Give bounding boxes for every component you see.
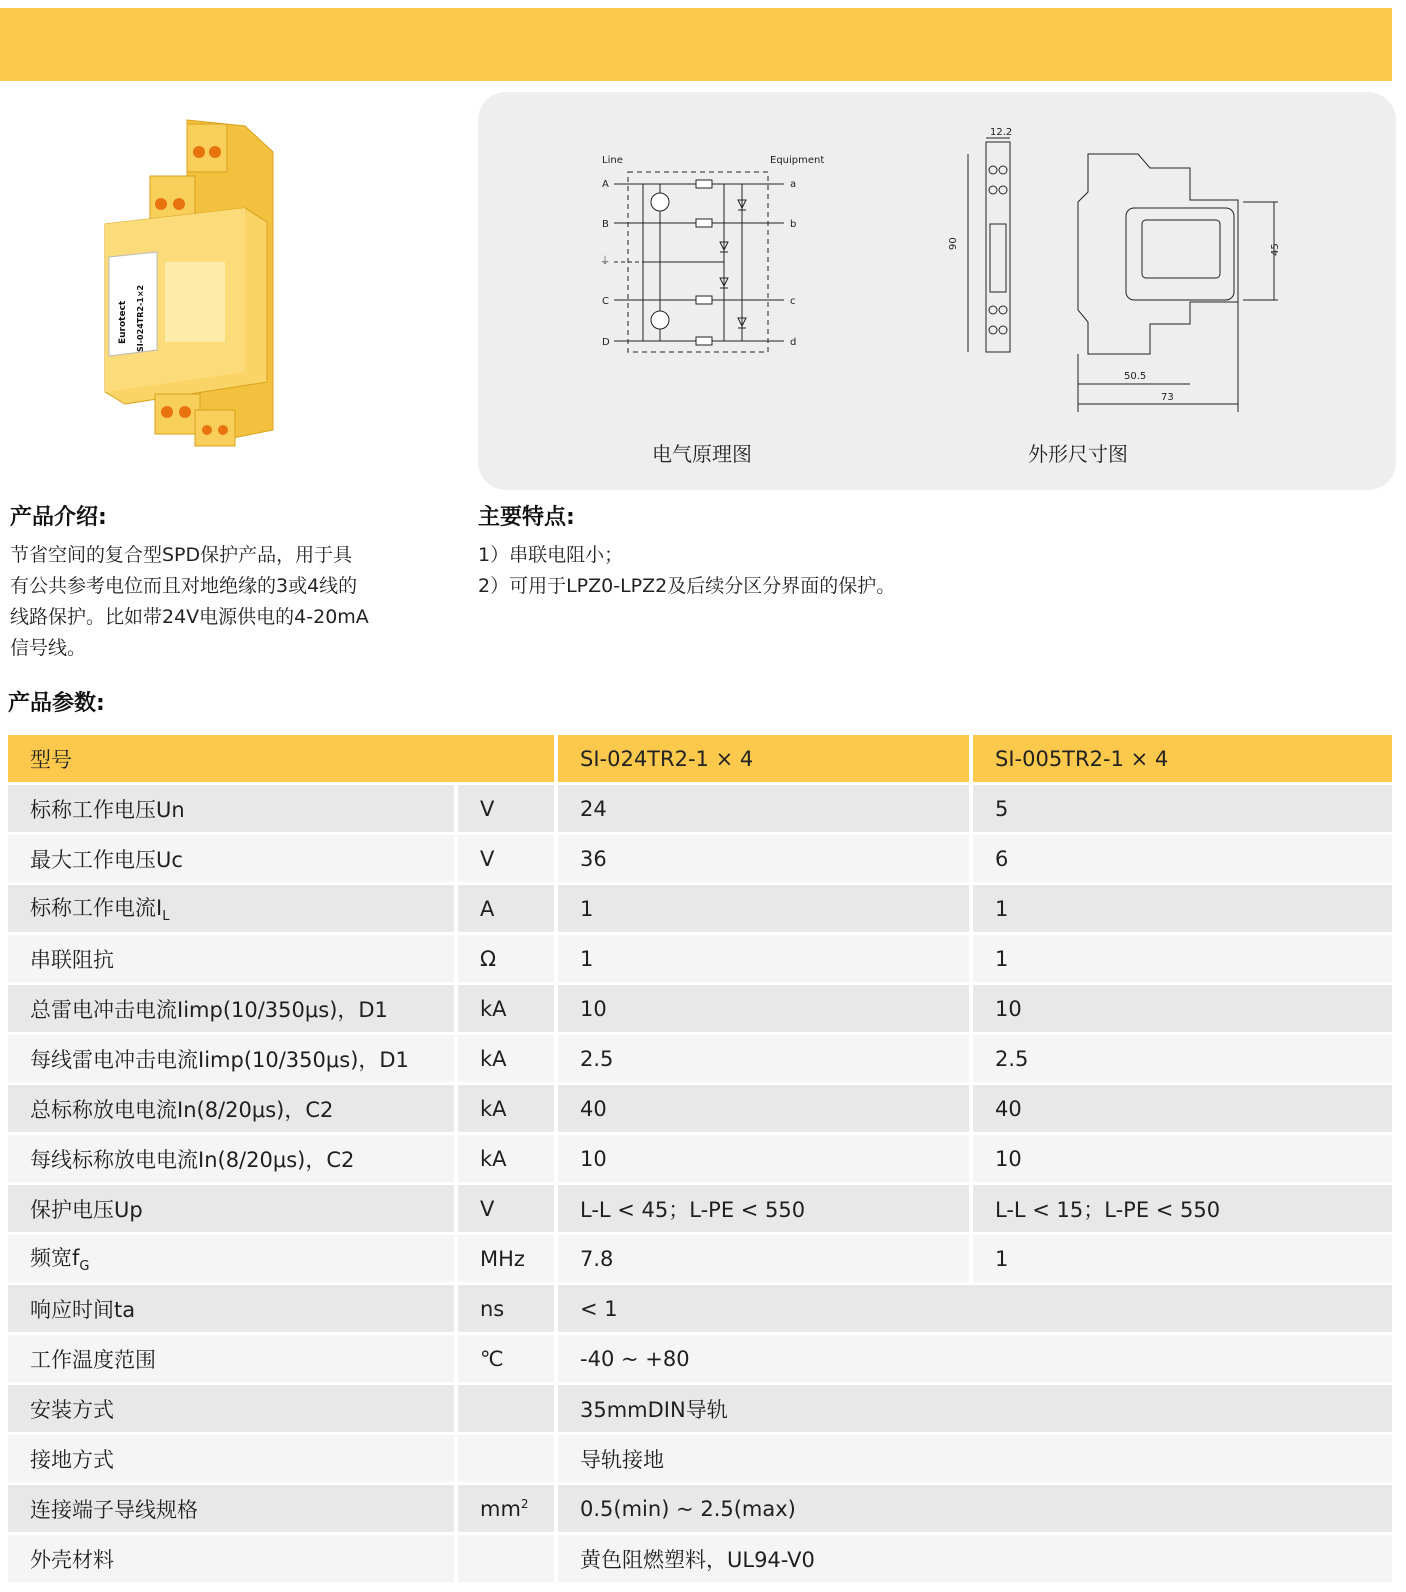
param-value-2: 2.5 [971, 1034, 1392, 1084]
terminal-d: d [790, 337, 797, 348]
param-name: 工作温度范围 [8, 1334, 456, 1384]
dimension-caption: 外形尺寸图 [1028, 442, 1128, 466]
param-name: 标称工作电压Un [8, 784, 456, 834]
dim-depth-outer: 73 [1161, 392, 1174, 403]
dim-height-right: 45 [1270, 243, 1281, 256]
feature-item: 2）可用于LPZ0-LPZ2及后续分区分界面的保护。 [478, 575, 896, 597]
param-unit: V [456, 1184, 556, 1234]
param-unit [456, 1534, 556, 1584]
intro-line: 节省空间的复合型SPD保护产品，用于具 [10, 544, 353, 566]
param-name: 频宽$f_G$ [8, 1234, 456, 1284]
param-value-1: 2.5 [556, 1034, 971, 1084]
param-value-all: -40 ~ +80 [556, 1334, 1392, 1384]
param-unit: Ω [456, 934, 556, 984]
param-value-1: 40 [556, 1084, 971, 1134]
schematic-line-label: Line [602, 155, 623, 166]
param-name: 连接端子导线规格 [8, 1484, 456, 1534]
param-name: 总标称放电电流In(8/20μs)，C2 [8, 1084, 456, 1134]
param-name: 接地方式 [8, 1434, 456, 1484]
terminal-a: a [790, 179, 797, 190]
param-value-2: 1 [971, 934, 1392, 984]
param-unit: $mm^2$ [456, 1484, 556, 1534]
table-row [8, 1184, 1392, 1234]
param-value-1: 24 [556, 784, 971, 834]
param-name: 总雷电冲击电流Iimp(10/350μs)，D1 [8, 984, 456, 1034]
terminal-b: b [790, 219, 797, 230]
terminal-C: C [602, 296, 609, 307]
dim-height-left: 90 [948, 237, 959, 250]
header-model-label: 型号 [8, 735, 556, 784]
param-value-1: L-L < 45；L-PE < 550 [556, 1184, 971, 1234]
table-row [8, 1134, 1392, 1184]
param-value-2: 10 [971, 1134, 1392, 1184]
table-row [8, 884, 1392, 934]
header-bar [0, 8, 1392, 81]
schematic-equipment-label: Equipment [770, 155, 825, 166]
param-value-all: 35mmDIN导轨 [556, 1384, 1392, 1434]
intro-text [10, 540, 430, 664]
table-row [8, 834, 1392, 884]
param-unit [456, 1434, 556, 1484]
terminal-A: A [602, 179, 609, 190]
param-unit: kA [456, 1034, 556, 1084]
param-value-all: 黄色阻燃塑料，UL94-V0 [556, 1534, 1392, 1584]
table-row [8, 784, 1392, 834]
table-row [8, 1534, 1392, 1584]
features-list [478, 540, 1178, 602]
header-model-2: SI-005TR2-1 × 4 [971, 735, 1392, 784]
dim-width-top: 12.2 [990, 127, 1013, 138]
param-unit: kA [456, 984, 556, 1034]
param-unit: A [456, 884, 556, 934]
param-unit: MHz [456, 1234, 556, 1284]
table-row [8, 1084, 1392, 1134]
params-title: 产品参数: [8, 691, 105, 716]
terminal-ground: ⏚ [600, 256, 610, 267]
param-unit: kA [456, 1084, 556, 1134]
params-table [8, 735, 1392, 1585]
param-value-1: 7.8 [556, 1234, 971, 1284]
table-row [8, 1034, 1392, 1084]
param-value-all: < 1 [556, 1284, 1392, 1334]
product-photo [95, 112, 295, 452]
param-value-all: 导轨接地 [556, 1434, 1392, 1484]
param-value-2: 10 [971, 984, 1392, 1034]
schematic-caption: 电气原理图 [652, 442, 752, 466]
photo-brand-text: Eurotect [118, 300, 128, 344]
table-row [8, 1434, 1392, 1484]
param-name: 每线标称放电电流In(8/20μs)，C2 [8, 1134, 456, 1184]
param-name: 安装方式 [8, 1384, 456, 1434]
intro-line: 线路保护。比如带24V电源供电的4-20mA [10, 606, 369, 628]
intro-title: 产品介绍: [10, 505, 107, 530]
param-value-2: 5 [971, 784, 1392, 834]
param-name: 标称工作电流$I_L$ [8, 884, 456, 934]
terminal-D: D [602, 337, 610, 348]
photo-model-text: SI-024TR2-1×2 [136, 284, 145, 352]
param-unit: kA [456, 1134, 556, 1184]
param-value-all: 0.5(min) ~ 2.5(max) [556, 1484, 1392, 1534]
param-name: 外壳材料 [8, 1534, 456, 1584]
param-unit [456, 1384, 556, 1434]
param-value-1: 1 [556, 934, 971, 984]
param-value-1: 10 [556, 984, 971, 1034]
param-value-2: 6 [971, 834, 1392, 884]
terminal-c: c [790, 296, 796, 307]
param-value-2: 1 [971, 884, 1392, 934]
terminal-B: B [602, 219, 609, 230]
param-name: 串联阻抗 [8, 934, 456, 984]
table-row [8, 1384, 1392, 1434]
header-model-1: SI-024TR2-1 × 4 [556, 735, 971, 784]
param-value-2: 1 [971, 1234, 1392, 1284]
table-row [8, 984, 1392, 1034]
table-row [8, 1334, 1392, 1384]
param-unit: V [456, 784, 556, 834]
param-unit: ℃ [456, 1334, 556, 1384]
param-value-1: 36 [556, 834, 971, 884]
table-row [8, 1234, 1392, 1284]
features-title: 主要特点: [478, 505, 575, 530]
param-value-2: L-L < 15；L-PE < 550 [971, 1184, 1392, 1234]
table-row [8, 934, 1392, 984]
dim-depth-inner: 50.5 [1124, 371, 1147, 382]
table-header-row [8, 735, 1392, 784]
param-unit: V [456, 834, 556, 884]
table-row [8, 1484, 1392, 1534]
diagram-panel [478, 92, 1396, 490]
feature-item: 1）串联电阻小； [478, 544, 624, 566]
schematic-diagram [478, 92, 1396, 490]
param-value-2: 40 [971, 1084, 1392, 1134]
param-value-1: 1 [556, 884, 971, 934]
param-unit: ns [456, 1284, 556, 1334]
param-value-1: 10 [556, 1134, 971, 1184]
intro-line: 有公共参考电位而且对地绝缘的3或4线的 [10, 575, 358, 597]
param-name: 保护电压Up [8, 1184, 456, 1234]
param-name: 每线雷电冲击电流Iimp(10/350μs)，D1 [8, 1034, 456, 1084]
param-name: 最大工作电压Uc [8, 834, 456, 884]
param-name: 响应时间ta [8, 1284, 456, 1334]
intro-line: 信号线。 [10, 637, 87, 659]
table-row [8, 1284, 1392, 1334]
